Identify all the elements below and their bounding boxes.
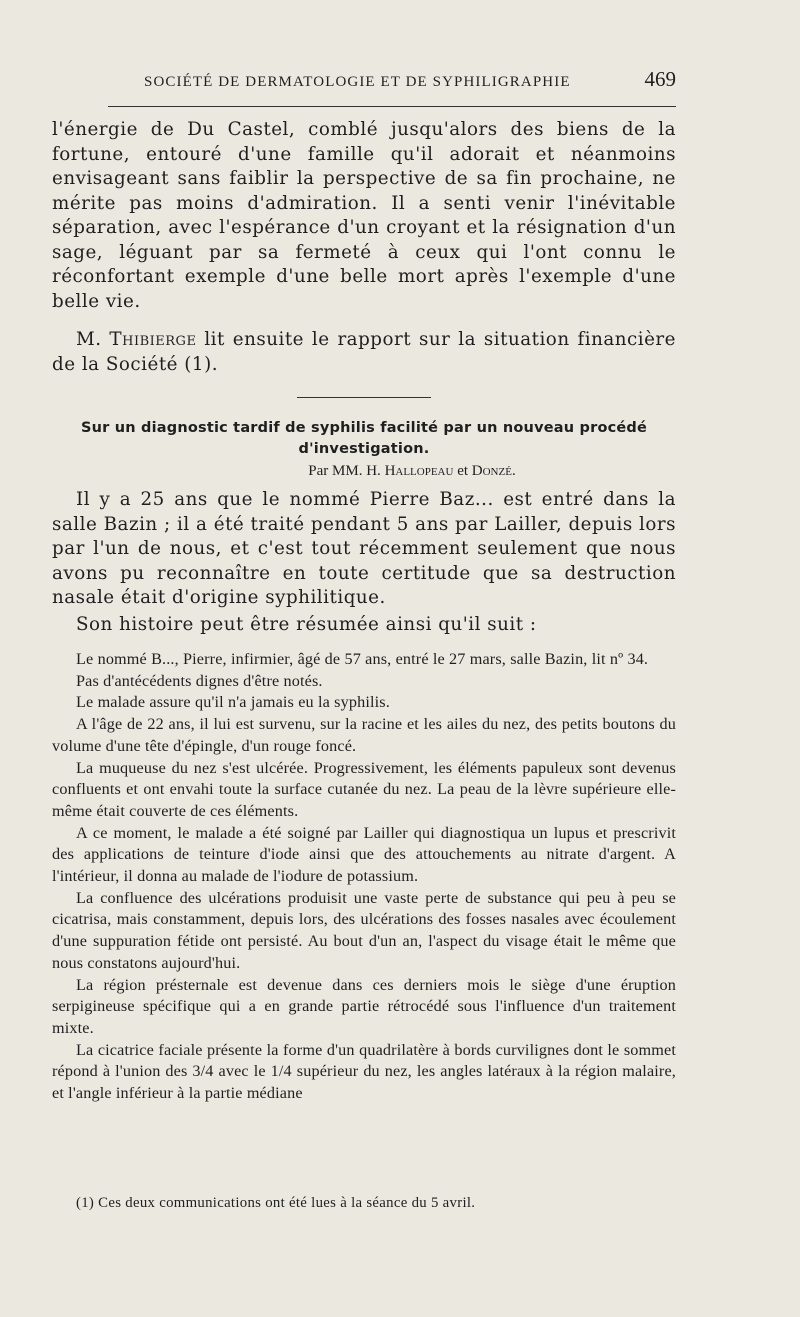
case-paragraph: Le malade assure qu'il n'a jamais eu la syphilis. <box>76 693 390 712</box>
article-title-line-1: Sur un diagnostic tardif de syphilis facilité par un nouveau procédé <box>80 420 648 436</box>
author-hallopeau: Hallopeau <box>384 463 454 479</box>
article-title-line-2: d'investigation. <box>298 441 430 457</box>
case-paragraph: La confluence des ulcérations produisit une vaste perte de substance qui peu à peu se cicatrisa, mais constamment, depuis lors, des ulcérations des fosses nasales avec écoulement d'une suppuration fétide ont persisté. Au bout d'un an, l'aspect du visage était le même que nous constatons aujourd'hui. <box>52 888 676 972</box>
case-paragraph: Pas d'antécédents dignes d'être notés. <box>76 671 323 690</box>
paragraph-prefix: M. <box>76 329 110 350</box>
header-rule <box>108 106 676 107</box>
paragraph-du-castel: l'énergie de Du Castel, comblé jusqu'alors des biens de la fortune, entouré d'une famille qu'il adorait et néanmoins envisageant sans faiblir la perspective de sa fin prochaine, ne mérite pas moins d'admiration. Il a senti venir l'inévitable séparation, avec l'espérance d'un croyant et la résignation d'un sage, léguant par sa fermeté à ceux qui l'ont connu le réconfortant exemple d'une belle mort après l'exemple d'une belle vie. <box>52 119 676 312</box>
page-number: 469 <box>644 67 676 91</box>
case-paragraph: La muqueuse du nez s'est ulcérée. Progressivement, les éléments papuleux sont devenus confluents et ont envahi toute la surface cutanée du nez. La peau de la lèvre supérieure elle-même était couverte de ces éléments. <box>52 758 676 820</box>
page-header <box>108 66 676 96</box>
section-divider <box>297 397 431 398</box>
case-paragraph: Le nommé B..., Pierre, infirmier, âgé de 57 ans, entré le 27 mars, salle Bazin, lit nº 34. <box>76 650 649 668</box>
paragraph-thibierge <box>52 328 676 377</box>
article-byline <box>148 463 676 480</box>
case-paragraph: A l'âge de 22 ans, il lui est survenu, sur la racine et les ailes du nez, des petits boutons du volume d'une tête d'épingle, d'un rouge foncé. <box>52 715 676 755</box>
byline-end: . <box>511 463 516 479</box>
case-paragraph: A ce moment, le malade a été soigné par Lailler qui diagnostiqua un lupus et prescrivit des applications de teinture d'iode ainsi que des attouchements au nitrate d'argent. A l'intérieur, il donna au malade de l'iodure de potassium. <box>52 823 676 886</box>
article-intro-summary: Son histoire peut être résumée ainsi qu'il suit : <box>76 613 537 635</box>
page-body <box>52 118 676 1105</box>
running-head: SOCIÉTÉ DE DERMATOLOGIE ET DE SYPHILIGRAPHIE <box>144 74 571 90</box>
paragraph-rest: lit ensuite le rapport sur la situation financière de la Société (1). <box>52 329 676 375</box>
name-thibierge: Thibierge <box>109 329 197 350</box>
case-report <box>52 649 676 1105</box>
footnote: (1) Ces deux communications ont été lues à la séance du 5 avril. <box>76 1195 476 1211</box>
byline-and: et <box>453 463 472 479</box>
case-paragraph: La région présternale est devenue dans ces derniers mois le siège d'une éruption serpigineuse spécifique qui a en grande partie rétrocédé sous l'influence d'un traitement mixte. <box>52 975 676 1037</box>
case-paragraph: La cicatrice faciale présente la forme d'un quadrilatère à bords curvilignes dont le sommet répond à l'union des 3/4 avec le 1/4 supérieur du nez, les angles latéraux à la région malaire, et l'angle inférieur à la partie médiane <box>52 1040 676 1103</box>
author-donze: Donzé <box>471 463 512 479</box>
article-title <box>52 418 676 460</box>
article-intro-paragraph: Il y a 25 ans que le nommé Pierre Baz... est entré dans la salle Bazin ; il a été traité pendant 5 ans par Lailler, depuis lors par l'un de nous, et c'est tout récemment seulement que nous avons pu reconnaître en toute certitude que sa destruction nasale était d'origine syphilitique. <box>52 489 676 608</box>
byline-prefix: Par MM. H. <box>308 463 385 479</box>
